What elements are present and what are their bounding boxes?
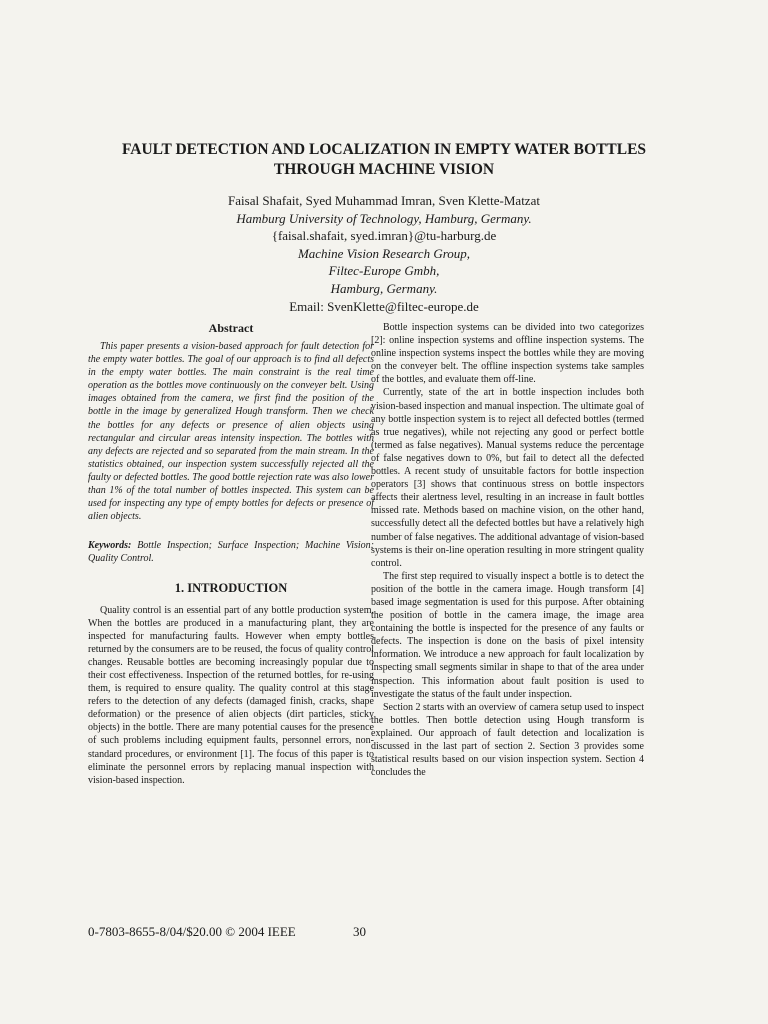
affiliation-university: Hamburg University of Technology, Hamburg, Germany. — [236, 210, 532, 226]
body-paragraph-2: Currently, state of the art in bottle inspection includes both vision-based inspection and manual inspection. The ultimate goal of any bottle inspection system is to reject all defected bottles (termed as true negatives), while not rejecting any good or perfect bottle (termed as false negatives). Manual systems reduce the percentage of false negatives down to 0%, but fail to detect all the defected bottles. A recent study of unsuitable factors for bottle inspection operators [3] shows that continuous stress on bottle inspectors affects their alertness level, resulting in an increase in fault bottles missed rate. Methods based on machine vision, on the other hand, successfully detect all the defected bottles but have a relatively high number of false negatives. The additional advantage of vision-based systems is their on-line operation resulting in more stringent quality control. — [371, 387, 644, 569]
author-names: Faisal Shafait, Syed Muhammad Imran, Sven Klette-Matzat — [228, 193, 540, 208]
body-paragraph-4: Section 2 starts with an overview of camera setup used to inspect the bottles. Then bottle detection using Hough transform is explained. Our approach of fault detection and localization is discussed in the last part of section 2. Section 3 provides some statistical results based on our vision inspection system. Section 4 concludes the — [371, 701, 644, 779]
affiliation-city: Hamburg, Germany. — [330, 280, 438, 296]
abstract-heading: Abstract — [208, 321, 254, 335]
abstract-text: This paper presents a vision-based approach for fault detection for the empty water bottles. The goal of our approach is to find all defects in the empty water bottles. The main constraint is the real time operation as the bottles move continuously on the conveyer belt. Using images obtained from the camera, we first find the position of the bottle in the image by generalized Hough transform. Then we check the bottles for any defects or presence of alien objects using rectangular and circular areas intensity inspection. The bottles with any defects are rejected and so separated from the main stream. In the statistics obtained, our inspection system successfully rejected all the faulty or defected bottles. The good bottle rejection rate was also lower than 1% of the total number of bottles inspected. This system can be used for inspecting any type of empty bottles for defects or presence of alien objects. — [88, 341, 374, 523]
company-email: Email: SvenKlette@filtec-europe.de — [289, 298, 479, 314]
author-block — [120, 192, 648, 315]
author-emails: {faisal.shafait, syed.imran}@tu-harburg.de — [271, 228, 497, 244]
affiliation-company: Filtec-Europe Gmbh, — [328, 263, 440, 279]
introduction-paragraph: Quality control is an essential part of any bottle production system. When the bottles are produced in a manufacturing plant, they are inspected for manufacturing faults. However when empty bottles returned by the consumers are to be reused, the focus of quality control changes. Reusable bottles are becoming increasingly popular due to their cost effectiveness. Inspection of the returned bottles, for re-using them, is required to ensure quality. The quality control at this stage refers to the detection of any defects (damaged finish, cracks, shape deformation) or the presence of alien objects (dirt particles, sticky objects) in the bottle. There are many potential causes for the presence of such problems including equipment faults, personnel errors, non-standard procedures, or environment [1]. The focus of this paper is to eliminate the personnel errors by replacing manual inspection with vision-based inspection. — [88, 604, 374, 786]
keywords-label: Keywords: — [88, 540, 132, 552]
introduction-heading: 1. INTRODUCTION — [174, 580, 288, 595]
title-line-2: THROUGH MACHINE VISION — [273, 161, 495, 178]
keywords-text: Bottle Inspection; Surface Inspection; Machine Vision; Quality Control. — [88, 540, 375, 565]
title-line-1: FAULT DETECTION AND LOCALIZATION IN EMPTY WATER BOTTLES — [121, 141, 647, 158]
body-paragraph-1: Bottle inspection systems can be divided into two categorizes [2]: online inspection systems and offline inspection systems. The online inspection systems inspect the bottles while they are moving on the conveyer belt. The offline inspection systems take samples of the bottles, and evaluate them off-line. — [371, 322, 644, 386]
paper-title — [60, 140, 708, 180]
keywords — [88, 539, 374, 565]
copyright-notice: 0-7803-8655-8/04/$20.00 © 2004 IEEE — [88, 924, 296, 939]
left-column — [88, 321, 374, 787]
right-column — [371, 321, 644, 779]
body-paragraph-3: The first step required to visually inspect a bottle is to detect the position of the bottle in the camera image. Hough transform [4] based image segmentation is used for this purpose. After obtaining the position of bottle in the camera image, the image area containing the bottle is inspected for the presence of any faults or defects. The inspection is done on the basis of pixel intensity information. We introduce a new approach for fault localization by inspecting small segments similar in shape to that of the area under inspection. This information about fault position is used to investigate the status of the fault under inspection. — [371, 570, 644, 700]
affiliation-group: Machine Vision Research Group, — [297, 245, 471, 261]
page-number: 30 — [353, 924, 366, 939]
